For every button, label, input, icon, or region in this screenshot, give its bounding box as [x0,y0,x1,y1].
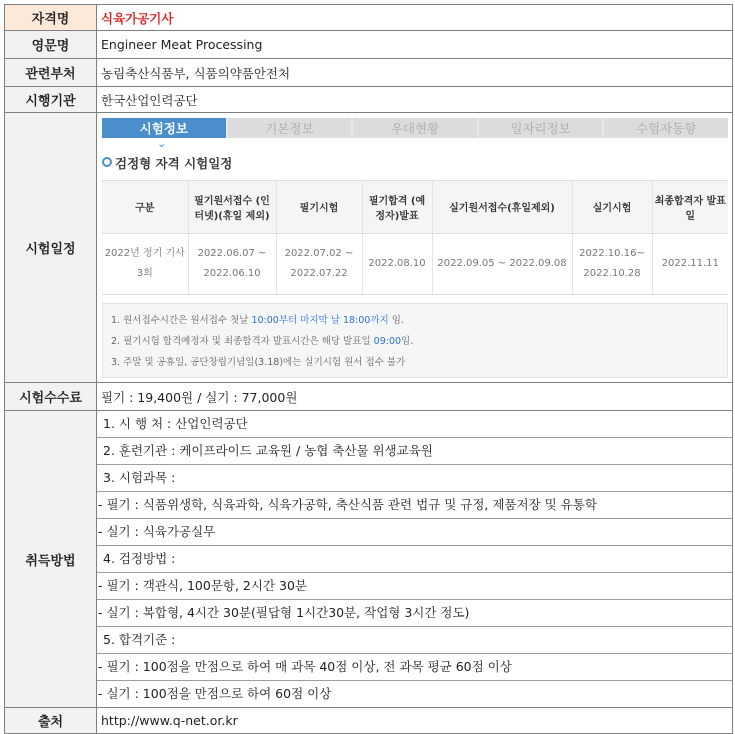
cell-practical-apply: 2022.09.05 ~ 2022.09.08 [432,233,572,294]
qualification-sheet [4,4,732,730]
row-agency [5,87,733,113]
exam-tabs [102,118,728,138]
tab-jobs[interactable]: 일자리정보 [479,118,603,138]
list-item: 4. 검정방법 : [97,546,732,573]
label-qual-name: 자격명 [5,5,97,31]
cell-practical-exam: 2022.10.16~ 2022.10.28 [572,233,652,294]
header-practical-apply: 실기원서접수(휴일제외) [432,180,572,233]
list-item: 1. 시 행 처 : 산업인력공단 [97,411,732,438]
list-item: 3. 시험과목 : [97,465,732,492]
cell-final-result: 2022.11.11 [652,233,728,294]
row-fee [5,383,733,411]
header-written-result: 필기합격 (예정자)발표 [362,180,432,233]
chevron-down-icon: ⌄ [157,136,167,150]
note-2-text: 2. 필기시험 합격예정자 및 최종합격자 발표시간은 해당 발표일 [111,335,374,347]
note-1 [111,310,719,331]
cell-written-apply: 2022.06.07 ~ 2022.06.10 [188,233,276,294]
row-schedule [5,113,733,383]
list-item: - 실기 : 식육가공실무 [97,519,732,546]
section-title [102,154,728,172]
schedule-header-row [102,180,728,233]
list-item: - 필기 : 식품위생학, 식육과학, 식육가공학, 축산식품 관련 법규 및 규정, 제품저장 및 유통학 [97,492,732,519]
row-source [5,708,733,734]
tab-basic-info[interactable]: 기본정보 [228,118,352,138]
label-ministry: 관련부처 [5,59,97,87]
header-written-exam: 필기시험 [276,180,362,233]
label-agency: 시행기관 [5,87,97,113]
list-item: - 필기 : 100점을 만점으로 하여 매 과목 40점 이상, 전 과목 평균 60점 이상 [97,654,732,681]
value-fee: 필기 : 19,400원 / 실기 : 77,000원 [97,383,733,411]
acquire-list [97,411,733,708]
value-eng-name: Engineer Meat Processing [97,31,733,59]
cell-category: 2022년 정기 기사 3회 [102,233,188,294]
header-final-result: 최종합격자 발표일 [652,180,728,233]
list-item: 5. 합격기준 : [97,627,732,654]
value-ministry: 농림축산식품부, 식품의약품안전처 [97,59,733,87]
list-item: 2. 훈련기관 : 케이프라이드 교육원 / 농협 축산물 위생교육원 [97,438,732,465]
label-source: 출처 [5,708,97,734]
row-eng-name [5,31,733,59]
note-1-end: 임. [388,314,404,326]
note-3: 3. 주말 및 공휴일, 공단창립기념일(3.18)에는 실기시험 원서 접수 불가 [111,356,406,368]
list-item: - 실기 : 100점을 만점으로 하여 60점 이상 [98,686,332,701]
note-1-text: 1. 원서접수시간은 원서접수 첫날 [111,314,252,326]
value-agency: 한국산업인력공단 [97,87,733,113]
note-2-highlight: 09:00 [373,335,402,347]
label-acquire: 취득방법 [5,411,97,708]
schedule-notes [102,303,728,378]
note-2 [111,331,719,352]
table-row [102,233,728,294]
tab-exam-info[interactable]: 시험정보 [102,118,226,138]
header-category: 구분 [102,180,188,233]
row-acquire [5,411,733,708]
cell-written-exam: 2022.07.02 ~ 2022.07.22 [276,233,362,294]
row-ministry [5,59,733,87]
value-qual-name: 식육가공기사 [97,5,733,31]
note-2-end: 임. [401,335,414,347]
label-fee: 시험수수료 [5,383,97,411]
tab-examinee-trends[interactable]: 수험자동향 [604,118,728,138]
note-1-highlight: 10:00부터 마지막 날 18:00까지 [251,314,389,326]
qualification-table [4,4,733,734]
list-item: - 실기 : 복합형, 4시간 30분(필답형 1시간30분, 작업형 3시간 정도) [97,600,732,627]
header-written-apply: 필기원서접수 (인터넷)(휴일 제외) [188,180,276,233]
tab-preference[interactable]: 우대현황 [353,118,477,138]
cell-written-result: 2022.08.10 [362,233,432,294]
source-link[interactable]: http://www.q-net.or.kr [97,708,733,734]
label-eng-name: 영문명 [5,31,97,59]
label-schedule: 시험일정 [5,113,97,383]
header-practical-exam: 실기시험 [572,180,652,233]
section-title-text: 검정형 자격 시험일정 [115,155,233,171]
schedule-table [102,180,728,295]
row-qual-name [5,5,733,31]
schedule-panel [97,113,733,383]
bullet-icon [102,157,112,167]
list-item: - 필기 : 객관식, 100문항, 2시간 30분 [97,573,732,600]
